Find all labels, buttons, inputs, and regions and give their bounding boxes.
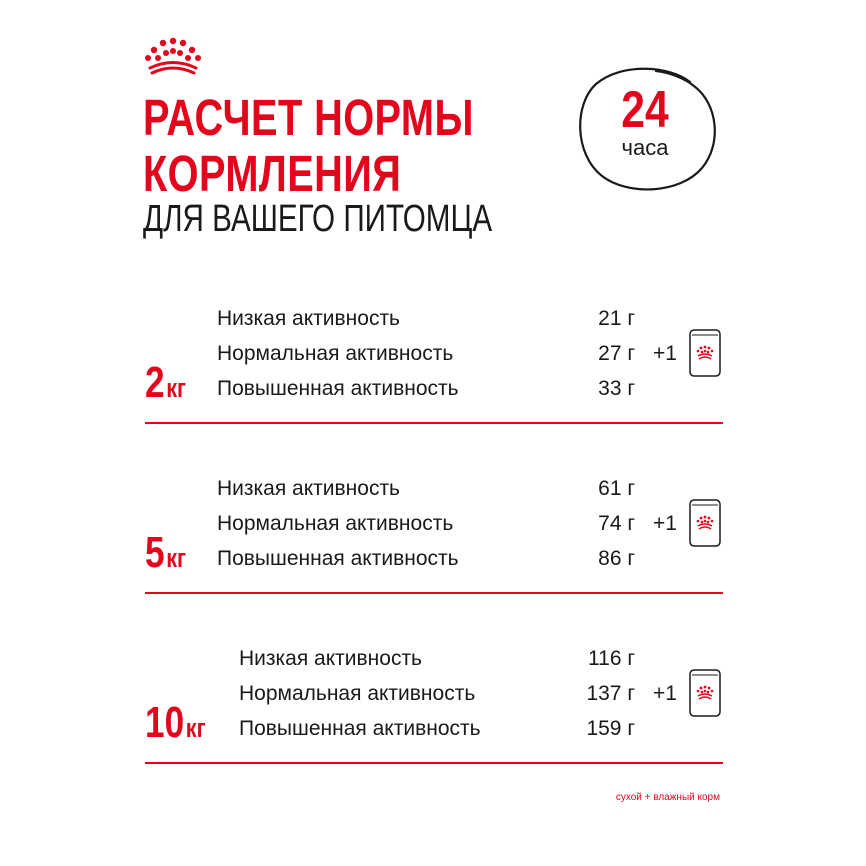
plus-one-label: +1 [653, 512, 677, 535]
section-divider [145, 592, 723, 594]
wet-food-pouch-icon [689, 669, 721, 717]
footnote: сухой + влажный корм [615, 792, 720, 803]
weight-value: 5 [145, 528, 165, 577]
activity-label: Повышенная активность [217, 377, 459, 400]
title-line-2: КОРМЛЕНИЯ [143, 145, 402, 202]
activity-amount: 137 г [586, 682, 635, 705]
wet-food-pouch-icon [689, 499, 721, 547]
activity-label: Низкая активность [239, 647, 423, 670]
weight-unit: кг [166, 543, 186, 573]
wet-food-pouch-icon [689, 329, 721, 377]
section-divider [145, 762, 723, 764]
feeding-section-10kg [145, 641, 723, 781]
activity-label: Нормальная активность [239, 682, 476, 705]
weight-unit: кг [185, 713, 206, 743]
activity-label: Повышенная активность [217, 547, 459, 570]
badge-number: 24 [621, 81, 669, 139]
weight-label [145, 358, 186, 407]
activity-label: Повышенная активность [239, 717, 481, 740]
page-title [143, 90, 474, 202]
royal-crown-icon [141, 37, 205, 77]
badge-unit: часа [621, 135, 669, 160]
activity-amount: 74 г [598, 512, 635, 535]
weight-label [145, 698, 206, 747]
activity-amount: 86 г [598, 547, 635, 570]
activity-label: Низкая активность [217, 307, 401, 330]
feeding-section-5kg [145, 471, 723, 611]
title-line-1: РАСЧЕТ НОРМЫ [143, 89, 474, 146]
activity-amount: 159 г [586, 717, 635, 740]
activity-amount: 61 г [598, 477, 635, 500]
section-divider [145, 422, 723, 424]
weight-value: 2 [145, 358, 165, 407]
activity-amount: 21 г [598, 307, 635, 330]
weight-unit: кг [166, 373, 186, 403]
plus-one-label: +1 [653, 682, 677, 705]
plus-one-label: +1 [653, 342, 677, 365]
weight-value: 10 [145, 698, 185, 747]
activity-label: Нормальная активность [217, 512, 454, 535]
activity-label: Нормальная активность [217, 342, 454, 365]
weight-label [145, 528, 186, 577]
page-subtitle: ДЛЯ ВАШЕГО ПИТОМЦА [143, 198, 493, 240]
activity-label: Низкая активность [217, 477, 401, 500]
activity-amount: 27 г [598, 342, 635, 365]
activity-amount: 116 г [588, 647, 635, 670]
activity-amount: 33 г [598, 377, 635, 400]
feeding-section-2kg [145, 301, 723, 441]
